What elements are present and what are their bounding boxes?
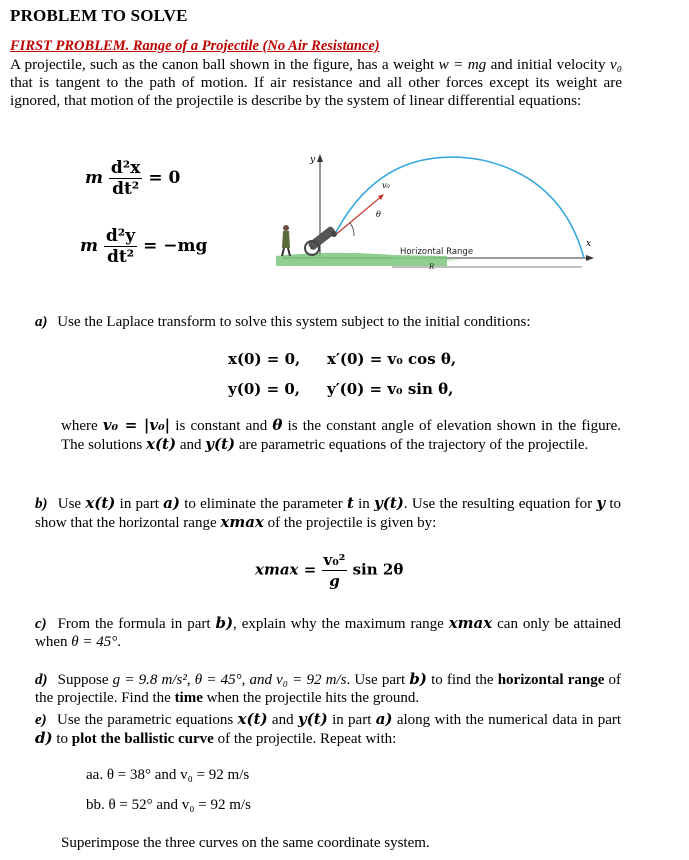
ic-yprime0: y′(0) = v₀ sin θ,: [327, 380, 454, 398]
part-a-text: Use the Laplace transform to solve this system subject to the initial conditions:: [57, 314, 531, 330]
part-d-text: when the projectile hits the ground.: [202, 690, 420, 706]
part-b-text: to eliminate the parameter: [179, 496, 347, 512]
part-b-text: to show that the horizontal range: [35, 496, 622, 531]
ic-y0: y(0) = 0,: [228, 380, 301, 398]
formula-denominator: g: [329, 572, 340, 590]
eq2-rhs: = −mg: [143, 236, 208, 256]
part-e-statement: [35, 710, 621, 748]
intro-math-weight: w = mg: [438, 56, 487, 73]
equation-y: [80, 226, 207, 267]
closing-instruction: Superimpose the three curves on the same coordinate system.: [61, 835, 430, 851]
part-c-text: From the formula in part: [57, 616, 216, 632]
part-e-bold: plot the ballistic curve: [71, 731, 214, 747]
part-e-text: and: [267, 712, 298, 728]
eq2-numerator: d²y: [105, 226, 136, 246]
intro-text: that is tangent to the path of motion. If air resistance and all other forces except its weight are ignored, that motion of the projectile is describe by the system of linear differential equations:: [10, 74, 622, 109]
velocity-label: v₀: [382, 181, 390, 190]
case-aa: aa. θ = 38° and v₀ = 92 m/s: [86, 767, 250, 783]
part-a-after-text: is the constant angle of elevation shown in the figure. The solutions: [61, 418, 621, 453]
eq2-fraction: [104, 226, 137, 267]
part-a-statement: [35, 313, 635, 331]
eq1-numerator: d²x: [110, 158, 141, 178]
formula-lhs: xmax =: [255, 560, 317, 579]
part-c-math: xmax: [448, 614, 493, 632]
range-symbol: R: [429, 263, 435, 270]
part-d-text: . Use part: [346, 672, 410, 688]
eq2-coef: m: [80, 236, 98, 256]
ic-x0: x(0) = 0,: [228, 350, 301, 368]
part-e-text: to: [52, 731, 72, 747]
part-c-math: θ = 45°: [71, 634, 118, 650]
part-a-after-math: θ: [272, 416, 283, 434]
range-formula: [255, 550, 403, 591]
part-e-math: y(t): [297, 710, 328, 728]
intro-text: and initial velocity: [486, 56, 610, 73]
eq2-denominator: dt²: [106, 247, 135, 267]
projectile-figure: [272, 150, 602, 270]
part-a-after-text: is constant and: [170, 418, 273, 434]
part-b-math: xmax: [220, 513, 264, 531]
part-a-after-math: v₀ = |v₀|: [102, 416, 171, 434]
trajectory-curve: [334, 157, 584, 258]
part-b-math: x(t): [85, 494, 116, 512]
y-axis-label: y: [310, 155, 316, 165]
eq1-fraction: [109, 158, 142, 199]
angle-label: θ: [376, 210, 381, 219]
part-d-text: of the projectile. Find the: [35, 672, 622, 706]
angle-arc: [350, 223, 354, 236]
formula-fraction: [322, 550, 348, 591]
part-e-math: x(t): [237, 710, 268, 728]
part-b-math: t: [346, 494, 354, 512]
part-d-math: b): [409, 670, 427, 688]
part-b-math: a): [163, 494, 180, 512]
part-c-statement: [35, 614, 621, 651]
part-d-text: Suppose: [57, 672, 113, 688]
cannon-icon: [305, 225, 337, 255]
eq1-coef: m: [85, 168, 103, 188]
part-b-text: in: [353, 496, 375, 512]
ic-xprime0: x′(0) = v₀ cos θ,: [327, 350, 457, 368]
part-e-text: along with the numerical data in part: [392, 712, 622, 728]
part-c-label: c): [35, 616, 47, 632]
part-e-text: Use the parametric equations: [56, 712, 238, 728]
part-b-text: Use: [57, 496, 86, 512]
part-e-text: of the projectile. Repeat with:: [213, 731, 397, 747]
part-b-math: y(t): [374, 494, 404, 512]
part-b-text: in part: [115, 496, 164, 512]
part-c-text: can only be attained when: [35, 616, 621, 650]
formula-numerator: v₀²: [323, 551, 346, 569]
x-axis-arrow: [586, 255, 594, 261]
intro-paragraph: [10, 56, 622, 110]
part-e-text: in part: [327, 712, 376, 728]
part-d-statement: [35, 670, 621, 707]
intro-text: A projectile, such as the canon ball shown in the figure, has a weight: [10, 56, 439, 73]
part-e-math: d): [35, 729, 53, 747]
part-a-explanation: [61, 416, 621, 454]
case-bb: bb. θ = 52° and v₀ = 92 m/s: [86, 797, 251, 813]
y-axis-arrow: [317, 154, 323, 162]
intro-math-velocity: v₀: [609, 56, 622, 73]
part-c-text: .: [117, 634, 121, 650]
part-d-math: g = 9.8 m/s², θ = 45°, and v₀ = 92 m/s: [112, 672, 347, 688]
part-a-after-math: y(t): [205, 435, 236, 453]
soldier-icon: [282, 225, 290, 256]
part-b-label: b): [35, 496, 48, 512]
page-title: PROBLEM TO SOLVE: [10, 6, 188, 25]
part-c-math: b): [215, 614, 234, 632]
eq1-denominator: dt²: [112, 179, 140, 199]
part-e-math: a): [375, 710, 393, 728]
part-c-text: , explain why the maximum range: [233, 616, 449, 632]
part-d-bold: horizontal range: [497, 672, 605, 688]
part-a-after-text: are parametric equations of the trajectory of the projectile.: [235, 437, 589, 453]
formula-rhs: sin 2θ: [352, 560, 404, 579]
velocity-vector: [334, 196, 382, 236]
part-a-label: a): [35, 314, 48, 330]
part-a-after-text: where: [61, 418, 103, 434]
x-axis-label: x: [586, 239, 592, 249]
part-b-text: . Use the resulting equation for: [403, 496, 597, 512]
equation-x: [85, 158, 180, 199]
eq1-rhs: = 0: [148, 168, 181, 188]
part-b-text: of the projectile is given by:: [263, 515, 437, 531]
part-d-text: to find the: [426, 672, 498, 688]
part-a-after-text: and: [176, 437, 206, 453]
part-e-label: e): [35, 712, 47, 728]
part-b-math: y: [596, 494, 606, 512]
part-a-after-math: x(t): [146, 435, 177, 453]
part-d-label: d): [35, 672, 48, 688]
range-label: Horizontal Range: [400, 247, 474, 257]
part-d-bold: time: [174, 690, 203, 706]
part-b-statement: [35, 494, 621, 532]
problem-subtitle: FIRST PROBLEM. Range of a Projectile (No Air Resistance): [10, 38, 380, 54]
